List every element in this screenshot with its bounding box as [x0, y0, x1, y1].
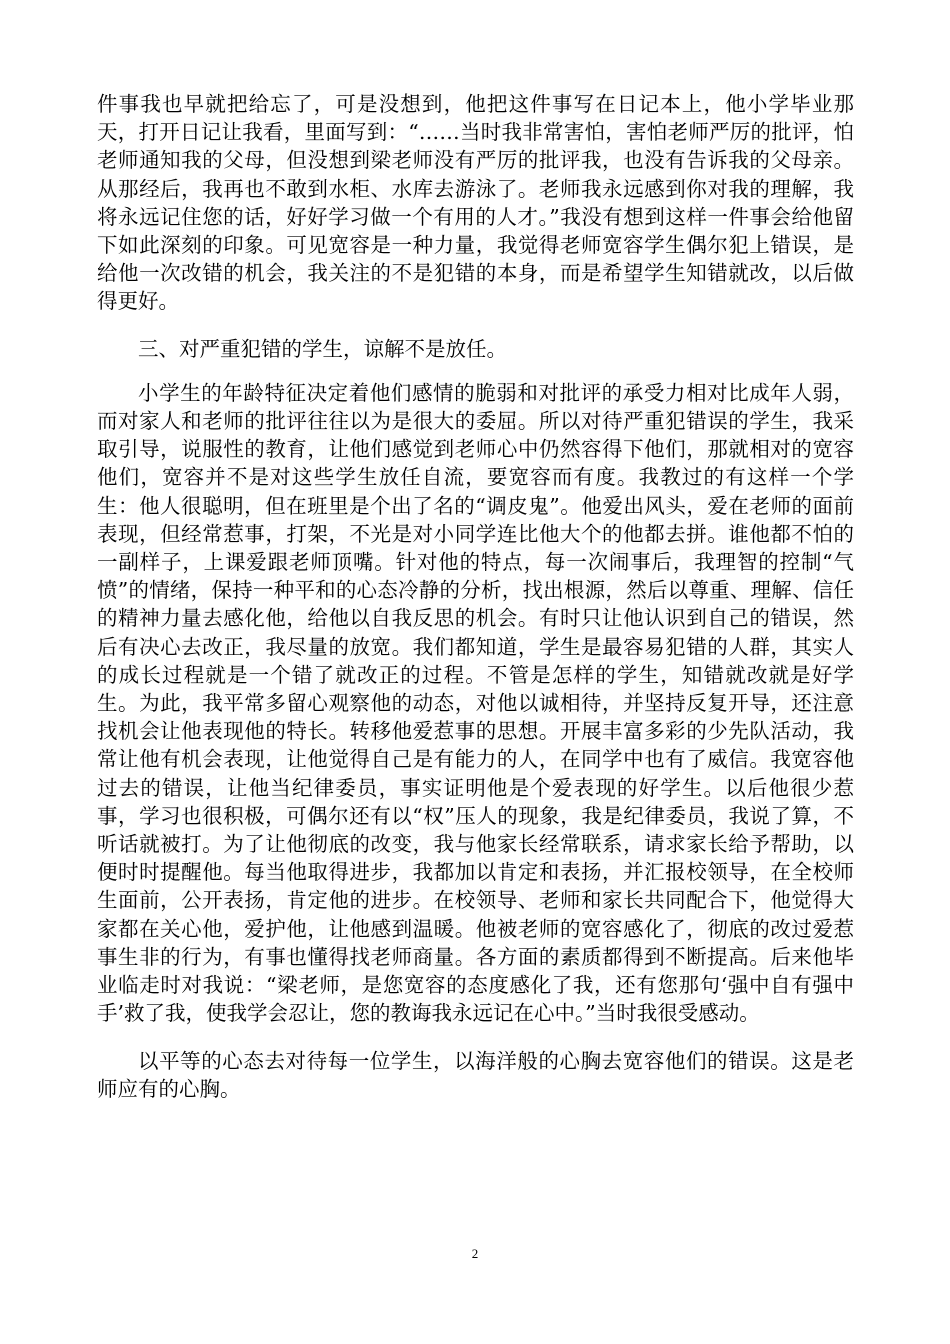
- paragraph-conclusion: 以平等的心态去对待每一位学生，以海洋般的心胸去宽容他们的错误。这是老师应有的心胸。: [97, 1048, 854, 1101]
- page-number: 2: [471, 1246, 479, 1261]
- paragraph-main: 小学生的年龄特征决定着他们感情的脆弱和对批评的承受力相对比成年人弱，而对家人和老师的批评往往以为是很大的委屈。所以对待严重犯错误的学生，我采取引导，说服性的教育，让他们感觉到老师心中仍然容得下他们，那就相对的宽容他们，宽容并不是对这些学生放任自流，要宽容而有度。我教过的有这样一个学生：他人很聪明，但在班里是个出了名的“调皮鬼”。他爱出风头，爱在老师的面前表现，但经常惹事，打架，不光是对小同学连比他大个的他都去拼。谁他都不怕的一副样子，上课爱跟老师顶嘴。针对他的特点，每一次闹事后，我理智的控制“气愤”的情绪，保持一种平和的心态冷静的分析，找出根源，然后以尊重、理解、信任的精神力量去感化他，给他以自我反思的机会。有时只让他认识到自己的错误，然后有决心去改正，我尽量的放宽。我们都知道，学生是最容易犯错的人群，其实人的成长过程就是一个错了就改正的过程。不管是怎样的学生，知错就改就是好学生。为此，我平常多留心观察他的动态，对他以诚相待，并坚持反复开导，还注意找机会让他表现他的特长。转移他爱惹事的思想。开展丰富多彩的少先队活动，我常让他有机会表现，让他觉得自己是有能力的人，在同学中也有了威信。我宽容他过去的错误，让他当纪律委员，事实证明他是个爱表现的好学生。以后他很少惹事，学习也很积极，可偶尔还有以“权”压人的现象，我是纪律委员，我说了算，不听话就被打。为了让他彻底的改变，我与他家长经常联系，请求家长给予帮助，以便时时提醒他。每当他取得进步，我都加以肯定和表扬，并汇报校领导，在全校师生面前，公开表扬，肯定他的进步。在校领导、老师和家长共同配合下，他觉得大家都在关心他，爱护他，让他感到温暖。他被老师的宽容感化了，彻底的改过爱惹事生非的行为，有事也懂得找老师商量。各方面的素质都得到不断提高。后来他毕业临走时对我说：“梁老师，是您宽容的态度感化了我，还有您那句‘强中自有强中手’救了我，使我学会忍让，您的教诲我永远记在心中。”当时我很受感动。: [97, 380, 854, 1026]
- paragraph-continuation: 件事我也早就把给忘了，可是没想到，他把这件事写在日记本上，他小学毕业那天，打开日记让我看，里面写到：“……当时我非常害怕，害怕老师严厉的批评，怕老师通知我的父母，但没想到梁老师没有严厉的批评我，也没有告诉我的父母亲。从那经后，我再也不敢到水柜、水库去游泳了。老师我永远感到你对我的理解，我将永远记住您的话，好好学习做一个有用的人才。”我没有想到这样一件事会给他留下如此深刻的印象。可见宽容是一种力量，我觉得老师宽容学生偶尔犯上错误，是给他一次改错的机会，我关注的不是犯错的本身，而是希望学生知错就改，以后做得更好。: [97, 92, 854, 314]
- section-heading: 三、对严重犯错的学生，谅解不是放任。: [138, 336, 507, 361]
- document-body: [97, 90, 854, 1103]
